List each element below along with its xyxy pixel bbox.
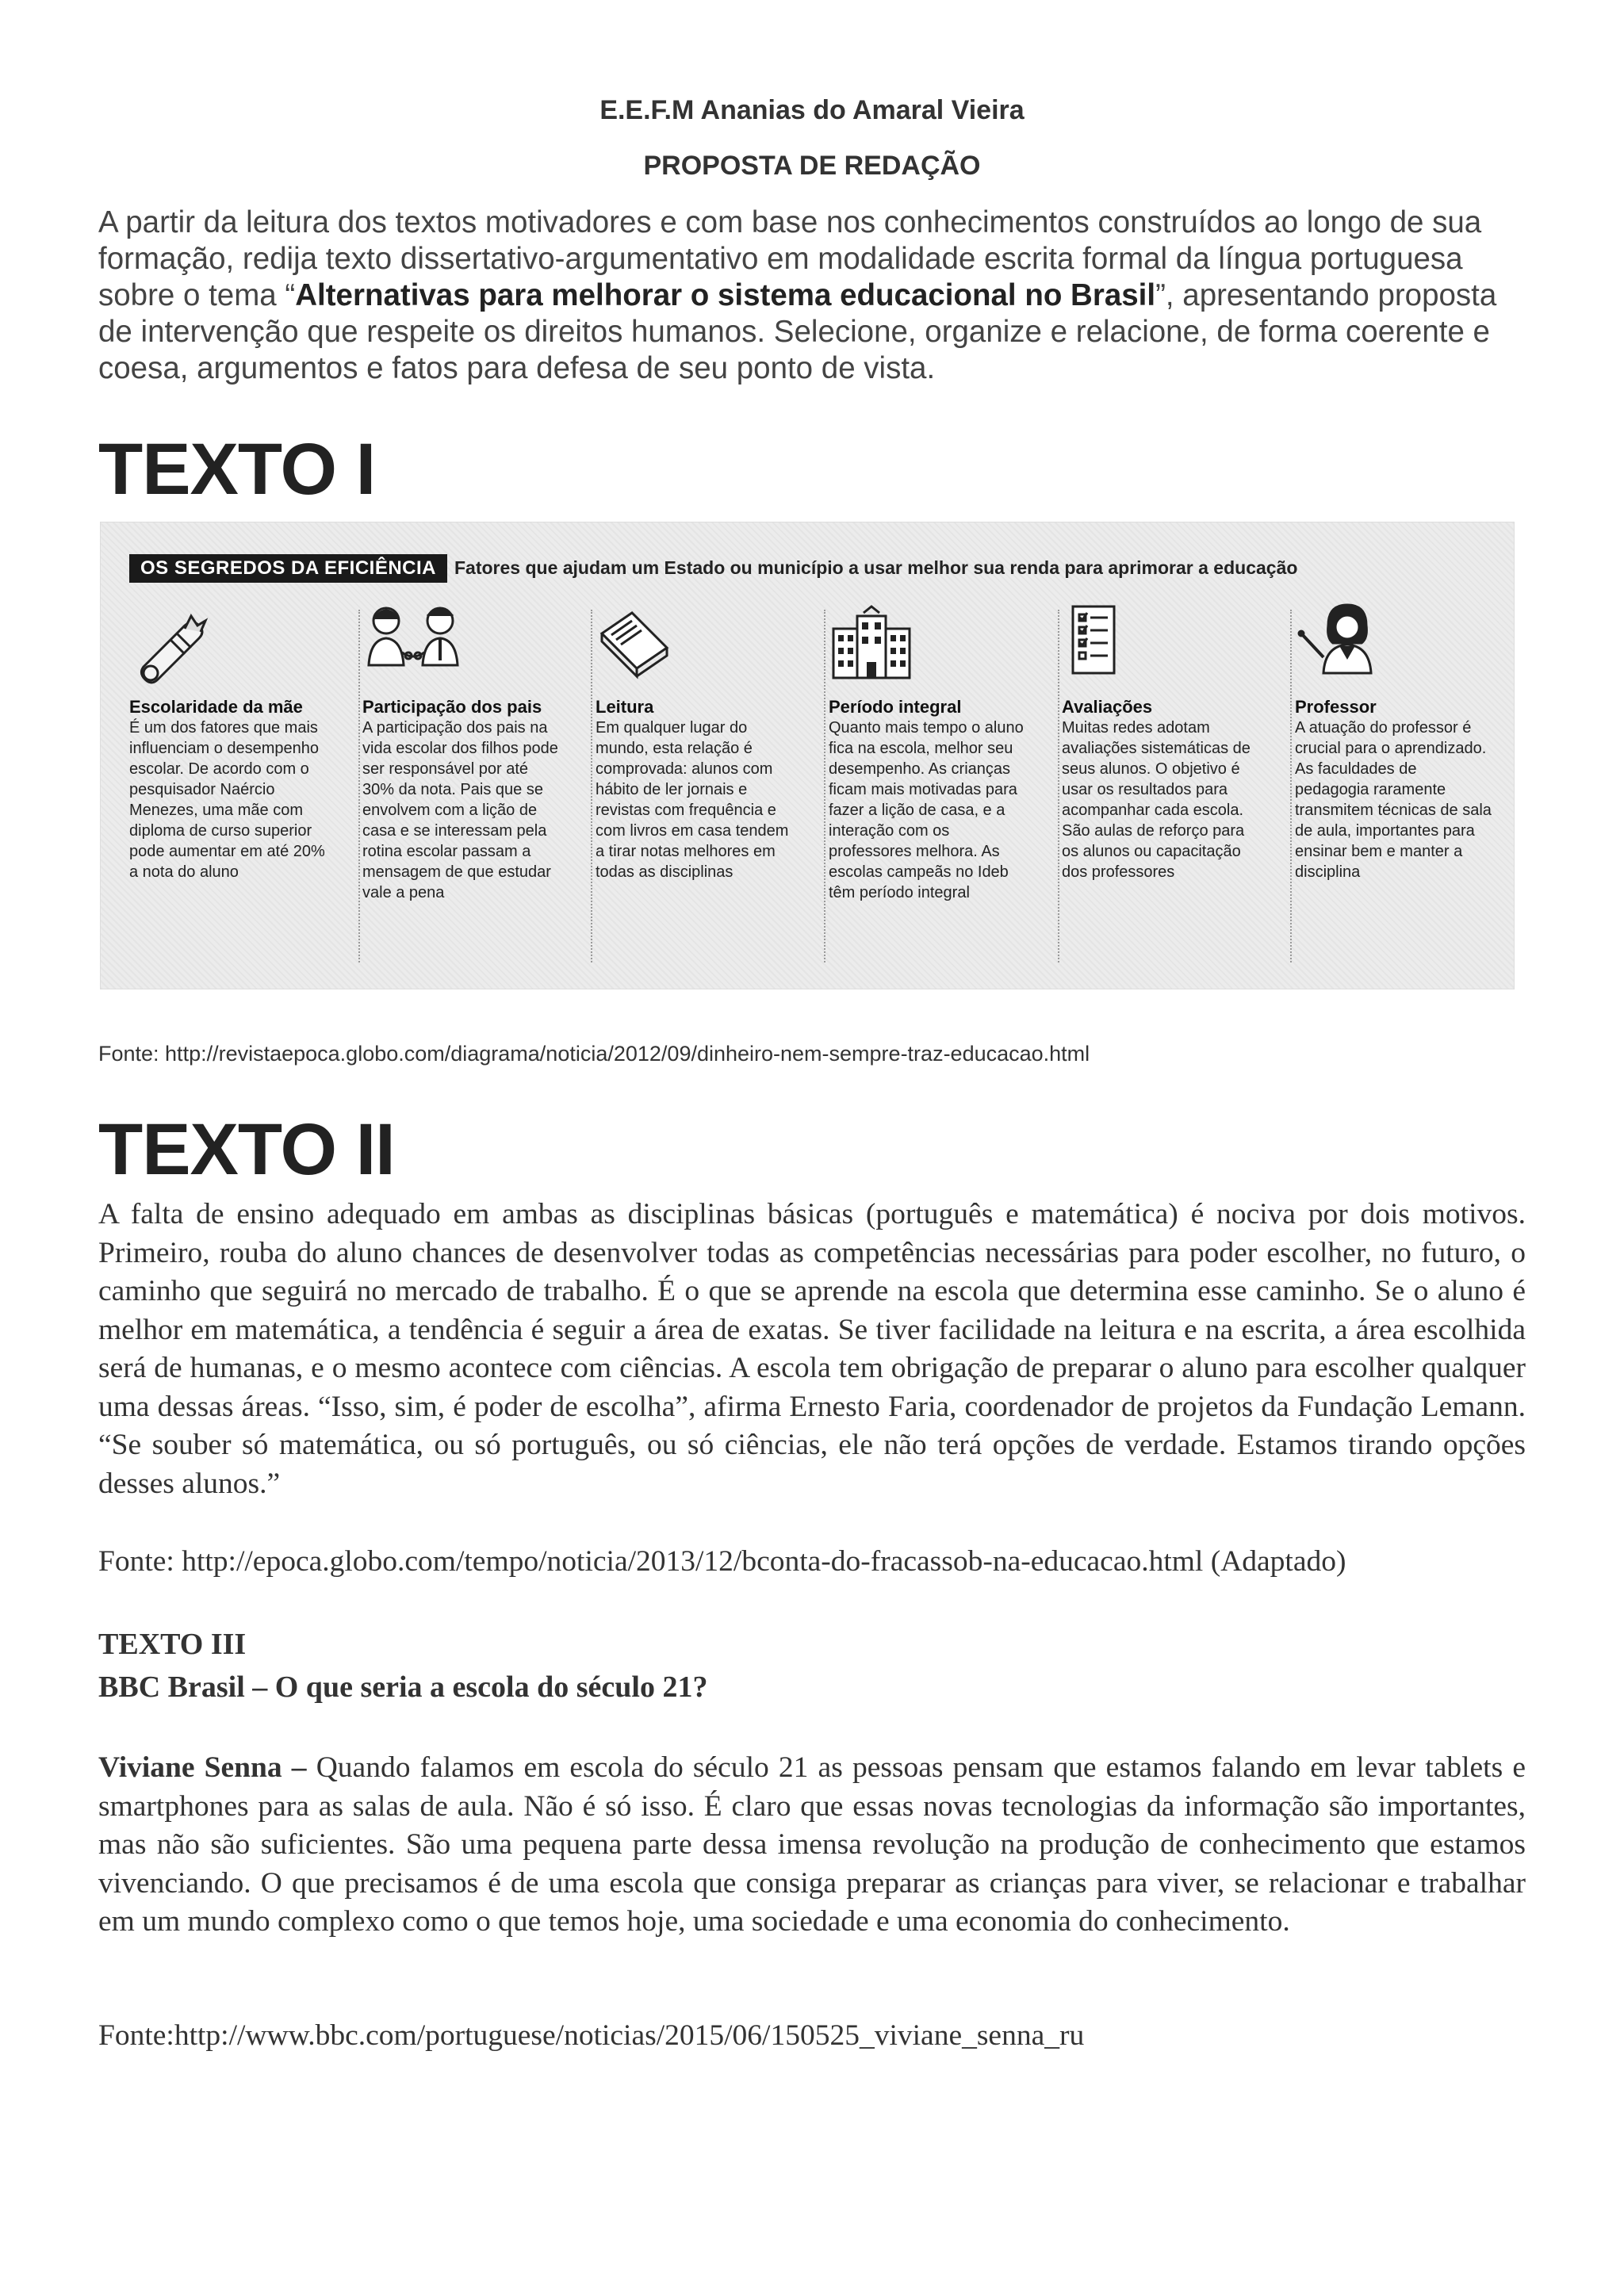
infographic-column [1295,602,1501,974]
column-title: Escolaridade da mãe [129,697,303,717]
checklist-icon [1062,602,1149,689]
column-text: Em qualquer lugar do mundo, esta relação é comprovada: alunos com hábito de ler jornais e revistas com frequência e com livros em casa tendem a tirar notas melhores em todas as disciplinas [596,719,789,881]
texto-iii-source: Fonte:http://www.bbc.com/portuguese/noticias/2015/06/150525_viviane_senna_ru [98,2019,1085,2052]
intro-theme: Alternativas para melhorar o sistema educacional no Brasil [295,278,1156,312]
texto-iii-body [98,1749,1526,1942]
column-divider [824,610,825,962]
column-text: É um dos fatores que mais influenciam o desempenho escolar. De acordo com o pesquisador Naércio Menezes, uma mãe com diploma de curso superior pode aumentar em até 20% a nota do aluno [129,719,325,881]
texto-iii-subtitle: BBC Brasil – O que seria a escola do século 21? [98,1670,708,1704]
intro-text-start: A partir da leitura dos textos motivadores e com base nos conhecimentos construídos ao longo de sua formação, redija texto dissertativo-argumentativo em modalidade escrita formal da língua portuguesa sobre o tema “ [98,205,1482,312]
intro-paragraph [98,205,1526,387]
infographic-column [829,602,1035,974]
teacher-icon [1295,602,1398,689]
infographic-subtitle: Fatores que ajudam um Estado ou município a usar melhor sua renda para aprimorar a educação [454,557,1298,578]
column-divider [358,610,360,962]
texto-ii-body: A falta de ensino adequado em ambas as disciplinas básicas (português e matemática) é nociva por dois motivos. Primeiro, rouba do aluno chances de desenvolver todas as competências necessárias para poder escolher, no futuro, o caminho que seguirá no mercado de trabalho. É o que se aprende na escola que determina esse caminho. Se o aluno é melhor em matemática, a tendência é seguir a área de exatas. Se tiver facilidade na leitura e na escrita, a área escolhida será de humanas, e o mesmo acontece com ciências. A escola tem obrigação de preparar o aluno para escolher qualquer uma dessas áreas. “Isso, sim, é poder de escolha”, afirma Ernesto Faria, coordenador de projetos da Fundação Lemann. “Se souber só matemática, ou só português, ou só ciências, ele não terá opções de verdade. Estamos tirando opções desses alunos.” [98,1198,1526,1500]
school-name: E.E.F.M Ananias do Amaral Vieira [599,95,1025,125]
column-text: A atuação do professor é crucial para o aprendizado. As faculdades de pedagogia raramente transmitem técnicas de sala de aula, importantes para ensinar bem e manter a disciplina [1295,719,1492,881]
column-text: Muitas redes adotam avaliações sistemáticas de seus alunos. O objetivo é usar os resultados para acompanhar cada escola. São aulas de reforço para os alunos ou capacitação dos professores [1062,719,1251,881]
diploma-icon [129,602,216,689]
column-divider [591,610,592,962]
parents-icon [362,602,465,689]
infographic-tag: OS SEGREDOS DA EFICIÊNCIA [129,554,447,583]
texto-i-heading: TEXTO I [98,429,376,510]
infographic-column [1062,602,1268,974]
infographic-column [362,602,569,974]
column-title: Participação dos pais [362,697,542,717]
texto-i-source: Fonte: http://revistaepoca.globo.com/diagrama/noticia/2012/09/dinheiro-nem-sempre-traz-educacao.html [98,1042,1090,1066]
column-title: Período integral [829,697,962,717]
infographic-column [596,602,802,974]
infographic [100,522,1515,989]
page-title: PROPOSTA DE REDAÇÃO [643,151,981,181]
book-icon [596,602,683,689]
texto-ii-heading: TEXTO II [98,1109,395,1190]
column-divider [1058,610,1059,962]
column-divider [1290,610,1292,962]
infographic-column [129,602,335,974]
intro-text-end: ”, apresentando proposta de intervenção que respeite os direitos humanos. Selecione, organize e relacione, de forma coerente e coesa, argumentos e fatos para defesa de seu ponto de vista. [98,278,1497,385]
column-title: Leitura [596,697,654,717]
column-title: Professor [1295,697,1377,717]
speaker-name: Viviane Senna – [98,1751,307,1784]
texto-ii-source: Fonte: http://epoca.globo.com/tempo/noticia/2013/12/bconta-do-fracassob-na-educacao.html (Adaptado) [98,1545,1346,1578]
column-text: Quanto mais tempo o aluno fica na escola, melhor seu desempenho. As crianças ficam mais motivadas para fazer a lição de casa, e a interação com os professores melhora. As escolas campeãs no Ideb têm período integral [829,719,1024,901]
texto-iii-heading: TEXTO III [98,1628,247,1661]
column-title: Avaliações [1062,697,1153,717]
texto-iii-text: Quando falamos em escola do século 21 as pessoas pensam que estamos falando em levar tablets e smartphones para as salas de aula. Não é só isso. É claro que essas novas tecnologias da informação são importantes, mas não são suficientes. São uma pequena parte dessa imensa revolução na produção de conhecimento que estamos vivenciando. O que precisamos é de uma escola que consiga preparar as crianças para viver, se relacionar e trabalhar em um mundo complexo como o que temos hoje, uma sociedade e uma economia do conhecimento. [98,1751,1526,1938]
school-building-icon [829,602,916,689]
column-text: A participação dos pais na vida escolar dos filhos pode ser responsável por até 30% da nota. Pais que se envolvem com a lição de casa e se interessam pela rotina escolar passam a mensagem de que estudar vale a pena [362,719,558,901]
